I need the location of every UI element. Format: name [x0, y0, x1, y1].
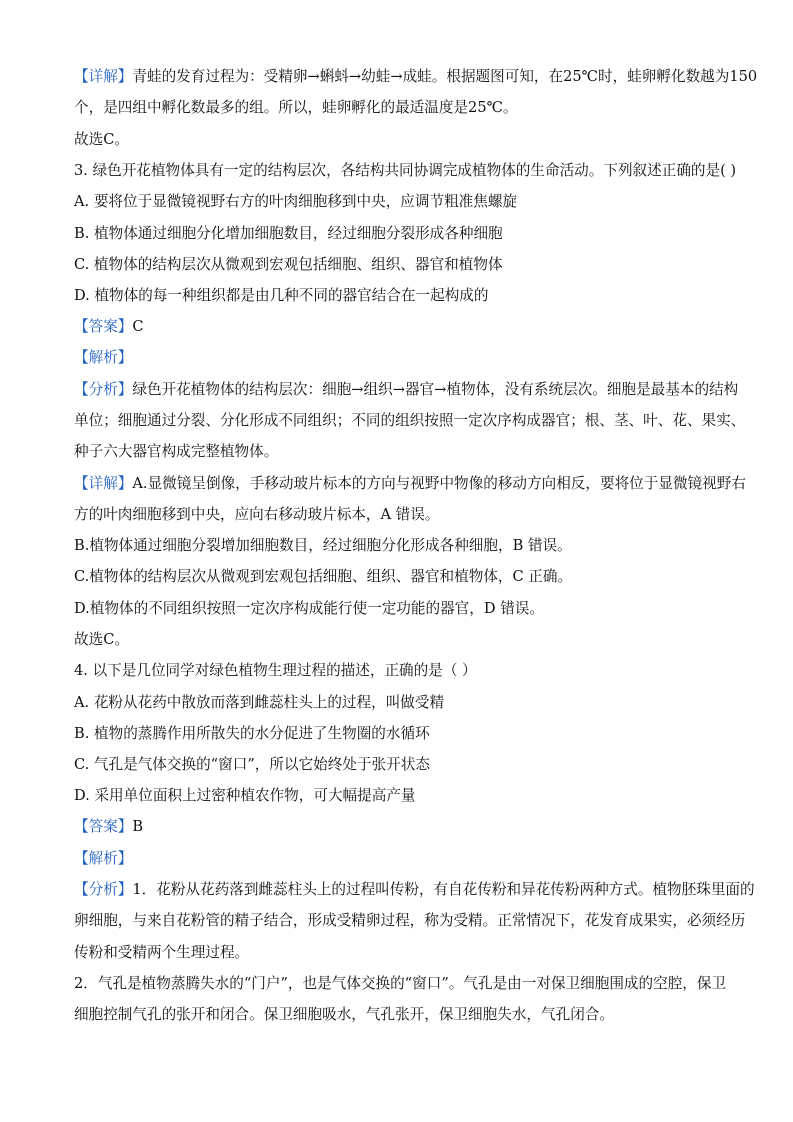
text-line: [74, 912, 746, 930]
line-text: 故选C。: [74, 131, 129, 148]
text-line: [74, 568, 724, 586]
answer-line: [74, 318, 724, 336]
answer-line: [74, 818, 724, 836]
analysis-heading: [74, 850, 724, 868]
line-text: 故选C。: [74, 631, 129, 648]
line-text: A.显微镜呈倒像，手移动玻片标本的方向与视野中物像的移动方向相反，要将位于显微镜视野右: [132, 475, 746, 492]
line-text: 3. 绿色开花植物体具有一定的结构层次，各结构共同协调完成植物体的生命活动。下列叙述正确的是( ): [74, 162, 737, 179]
line-text: 2．气孔是植物蒸腾失水的“门户”，也是气体交换的“窗口”。气孔是由一对保卫细胞围成的空腔，保卫: [74, 975, 727, 992]
answer-value: C: [132, 318, 144, 335]
line-text: B. 植物的蒸腾作用所散失的水分促进了生物圈的水循环: [74, 725, 430, 742]
analysis-heading: [74, 349, 724, 367]
text-line: [74, 537, 724, 555]
line-text: C. 植物体的结构层次从微观到宏观包括细胞、组织、器官和植物体: [74, 256, 503, 273]
question-3: [74, 162, 737, 180]
line-text: 个，是四组中孵化数最多的组。所以，蛙卵孵化的最适温度是25℃。: [74, 99, 518, 116]
line-text: 传粉和受精两个生理过程。: [74, 944, 250, 961]
option-d: [74, 287, 724, 305]
section-label: 【分析】: [74, 381, 133, 398]
section-label: 【答案】: [74, 318, 133, 335]
section-label: 【详解】: [74, 68, 133, 85]
answer-value: B: [132, 818, 144, 835]
section-label: 【解析】: [74, 349, 133, 366]
line-text: D.植物体的不同组织按照一定次序构成能行使一定功能的器官，D 错误。: [74, 600, 544, 617]
text-line: [74, 68, 758, 86]
line-text: 绿色开花植物体的结构层次：细胞→组织→器官→植物体，没有系统层次。细胞是最基本的结构: [132, 381, 739, 398]
option-c: [74, 256, 724, 274]
line-text: 细胞控制气孔的张开和闭合。保卫细胞吸水，气孔张开，保卫细胞失水，气孔闭合。: [74, 1006, 614, 1023]
text-line: [74, 475, 746, 493]
text-line: [74, 131, 724, 149]
text-line: [74, 1006, 724, 1024]
text-line: [74, 600, 724, 618]
line-text: 4. 以下是几位同学对绿色植物生理过程的描述，正确的是（ ）: [74, 662, 477, 679]
line-text: D. 采用单位面积上过密种植农作物，可大幅提高产量: [74, 787, 416, 804]
section-label: 【解析】: [74, 850, 133, 867]
text-line: [74, 631, 724, 649]
line-text: D. 植物体的每一种组织都是由几种不同的器官结合在一起构成的: [74, 287, 489, 304]
option-b: [74, 725, 724, 743]
text-line: [74, 944, 724, 962]
text-line: [74, 881, 755, 899]
text-line: [74, 975, 727, 993]
line-text: C. 气孔是气体交换的“窗口”，所以它始终处于张开状态: [74, 756, 430, 773]
section-label: 【分析】: [74, 881, 133, 898]
option-a: [74, 694, 724, 712]
line-text: B.植物体通过细胞分裂增加细胞数目，经过细胞分化形成各种细胞，B 错误。: [74, 537, 572, 554]
line-text: B. 植物体通过细胞分化增加细胞数目，经过细胞分裂形成各种细胞: [74, 225, 503, 242]
option-a: [74, 193, 724, 211]
option-b: [74, 225, 724, 243]
question-4: [74, 662, 724, 680]
text-line: [74, 412, 746, 430]
line-text: 方的叶肉细胞移到中央，应向右移动玻片标本，A 错误。: [74, 506, 440, 523]
line-text: A. 花粉从花药中散放而落到雌蕊柱头上的过程，叫做受精: [74, 694, 445, 711]
line-text: 青蛙的发育过程为：受精卵→蝌蚪→幼蛙→成蛙。根据题图可知，在25℃时，蛙卵孵化数越为150: [132, 68, 758, 85]
line-text: 卵细胞，与来自花粉管的精子结合，形成受精卵过程，称为受精。正常情况下，花发育成果实，必须经历: [74, 912, 746, 929]
option-c: [74, 756, 724, 774]
option-d: [74, 787, 724, 805]
line-text: A. 要将位于显微镜视野右方的叶肉细胞移到中央，应调节粗准焦螺旋: [74, 193, 518, 210]
line-text: C.植物体的结构层次从微观到宏观包括细胞、组织、器官和植物体，C 正确。: [74, 568, 573, 585]
section-label: 【详解】: [74, 475, 133, 492]
section-label: 【答案】: [74, 818, 133, 835]
text-line: [74, 381, 739, 399]
text-line: [74, 99, 724, 117]
line-text: 单位；细胞通过分裂、分化形成不同组织；不同的组织按照一定次序构成器官；根、茎、叶、花、果实、: [74, 412, 746, 429]
line-text: 种子六大器官构成完整植物体。: [74, 443, 279, 460]
line-text: 1．花粉从花药落到雌蕊柱头上的过程叫传粉，有自花传粉和异花传粉两种方式。植物胚珠里面的: [132, 881, 755, 898]
text-line: [74, 443, 724, 461]
text-line: [74, 506, 724, 524]
